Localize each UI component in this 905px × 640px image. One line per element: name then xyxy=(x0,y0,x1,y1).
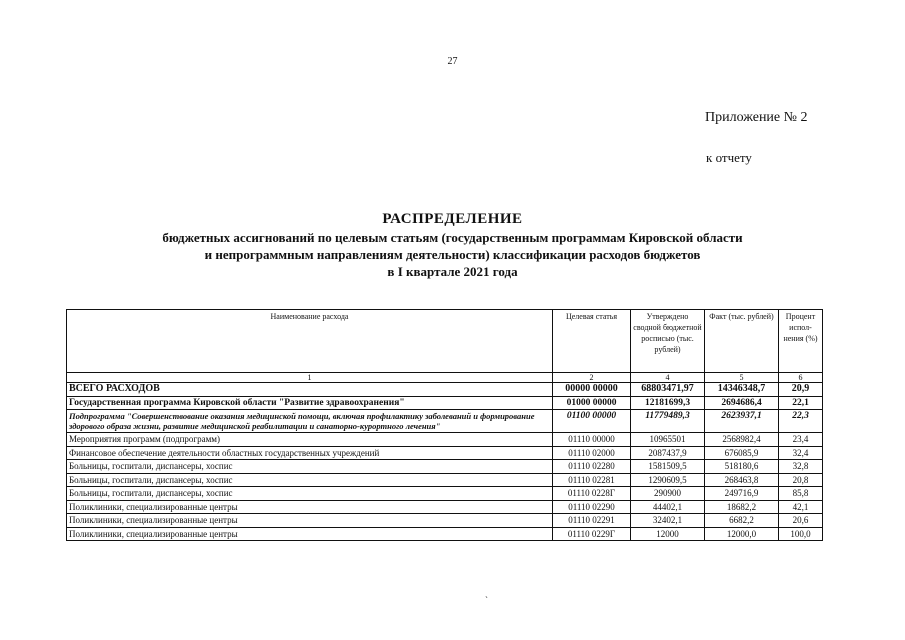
table-row xyxy=(67,500,823,514)
row-percent: 22,3 xyxy=(779,410,823,433)
table-header-row xyxy=(67,310,823,373)
column-index: 1 xyxy=(67,373,553,383)
row-percent: 20,9 xyxy=(779,383,823,397)
row-name: Поликлиники, специализированные центры xyxy=(67,514,553,528)
row-percent: 100,0 xyxy=(779,527,823,541)
row-code: 01110 02280 xyxy=(553,460,631,474)
row-approved: 1581509,5 xyxy=(631,460,705,474)
row-name: Больницы, госпитали, диспансеры, хоспис xyxy=(67,460,553,474)
row-fact: 18682,2 xyxy=(705,500,779,514)
row-approved: 12181699,3 xyxy=(631,396,705,410)
row-approved: 10965501 xyxy=(631,433,705,447)
page-number: 27 xyxy=(447,56,458,67)
header-code: Целевая статья xyxy=(553,310,631,373)
row-code: 01110 02291 xyxy=(553,514,631,528)
row-percent: 20,6 xyxy=(779,514,823,528)
table-row xyxy=(67,527,823,541)
column-index: 2 xyxy=(553,373,631,383)
table-row xyxy=(67,514,823,528)
row-percent: 85,8 xyxy=(779,487,823,501)
to-report-label: к отчету xyxy=(706,150,752,165)
scan-mark: ˏ xyxy=(485,588,488,598)
row-name: Больницы, госпитали, диспансеры, хоспис xyxy=(67,473,553,487)
table-row xyxy=(67,487,823,501)
row-percent: 32,8 xyxy=(779,460,823,474)
row-code: 01110 0229Г xyxy=(553,527,631,541)
row-approved: 2087437,9 xyxy=(631,446,705,460)
row-code: 01110 0228Г xyxy=(553,487,631,501)
table-row-subprogram xyxy=(67,410,823,433)
row-fact: 6682,2 xyxy=(705,514,779,528)
row-approved: 32402,1 xyxy=(631,514,705,528)
row-code: 01110 02290 xyxy=(553,500,631,514)
row-fact: 518180,6 xyxy=(705,460,779,474)
row-approved: 12000 xyxy=(631,527,705,541)
row-fact: 676085,9 xyxy=(705,446,779,460)
row-code: 01100 00000 xyxy=(553,410,631,433)
row-fact: 2694686,4 xyxy=(705,396,779,410)
budget-table xyxy=(66,309,823,541)
row-name: Финансовое обеспечение деятельности областных государственных учреждений xyxy=(67,446,553,460)
document-title xyxy=(0,210,905,280)
row-name: ВСЕГО РАСХОДОВ xyxy=(67,383,553,397)
row-fact: 2568982,4 xyxy=(705,433,779,447)
row-percent: 32,4 xyxy=(779,446,823,460)
table-row-total xyxy=(67,383,823,397)
row-code: 01110 02000 xyxy=(553,446,631,460)
row-approved: 290900 xyxy=(631,487,705,501)
title-line-1: бюджетных ассигнований по целевым статьям (государственным программам Кировской области xyxy=(162,230,743,245)
title-line-3: в I квартале 2021 года xyxy=(387,264,518,279)
header-fact: Факт (тыс. рублей) xyxy=(705,310,779,373)
header-name: Наименование расхода xyxy=(67,310,553,373)
column-index: 5 xyxy=(705,373,779,383)
row-name: Подпрограмма "Совершенствование оказания медицинской помощи, включая профилактику заболеваний и формирование здорового образа жизни, развитие медицинской реабилитации и санаторно-курортного лечения" xyxy=(67,410,553,433)
row-percent: 42,1 xyxy=(779,500,823,514)
row-approved: 44402,1 xyxy=(631,500,705,514)
row-percent: 22,1 xyxy=(779,396,823,410)
title-main: РАСПРЕДЕЛЕНИЕ xyxy=(382,211,523,227)
row-name: Поликлиники, специализированные центры xyxy=(67,500,553,514)
row-fact: 249716,9 xyxy=(705,487,779,501)
row-code: 01000 00000 xyxy=(553,396,631,410)
row-name: Поликлиники, специализированные центры xyxy=(67,527,553,541)
row-code: 01110 00000 xyxy=(553,433,631,447)
row-code: 00000 00000 xyxy=(553,383,631,397)
table-row xyxy=(67,433,823,447)
row-name: Государственная программа Кировской области "Развитие здравоохранения" xyxy=(67,396,553,410)
column-index-row xyxy=(67,373,823,383)
table-row-program xyxy=(67,396,823,410)
row-fact: 12000,0 xyxy=(705,527,779,541)
column-index: 6 xyxy=(779,373,823,383)
table-row xyxy=(67,446,823,460)
row-percent: 23,4 xyxy=(779,433,823,447)
table-row xyxy=(67,473,823,487)
header-approved: Утверждено сводной бюджетной росписью (тыс. рублей) xyxy=(631,310,705,373)
row-approved: 1290609,5 xyxy=(631,473,705,487)
row-name: Больницы, госпитали, диспансеры, хоспис xyxy=(67,487,553,501)
row-fact: 14346348,7 xyxy=(705,383,779,397)
column-index: 4 xyxy=(631,373,705,383)
table-row xyxy=(67,460,823,474)
title-line-2: и непрограммным направлениям деятельности) классификации расходов бюджетов xyxy=(204,247,701,262)
row-name: Мероприятия программ (подпрограмм) xyxy=(67,433,553,447)
appendix-label: Приложение № 2 xyxy=(705,110,808,125)
row-approved: 68803471,97 xyxy=(631,383,705,397)
row-percent: 20,8 xyxy=(779,473,823,487)
row-approved: 11779489,3 xyxy=(631,410,705,433)
row-fact: 268463,8 xyxy=(705,473,779,487)
header-percent: Процент испол-нения (%) xyxy=(779,310,823,373)
row-code: 01110 02281 xyxy=(553,473,631,487)
row-fact: 2623937,1 xyxy=(705,410,779,433)
